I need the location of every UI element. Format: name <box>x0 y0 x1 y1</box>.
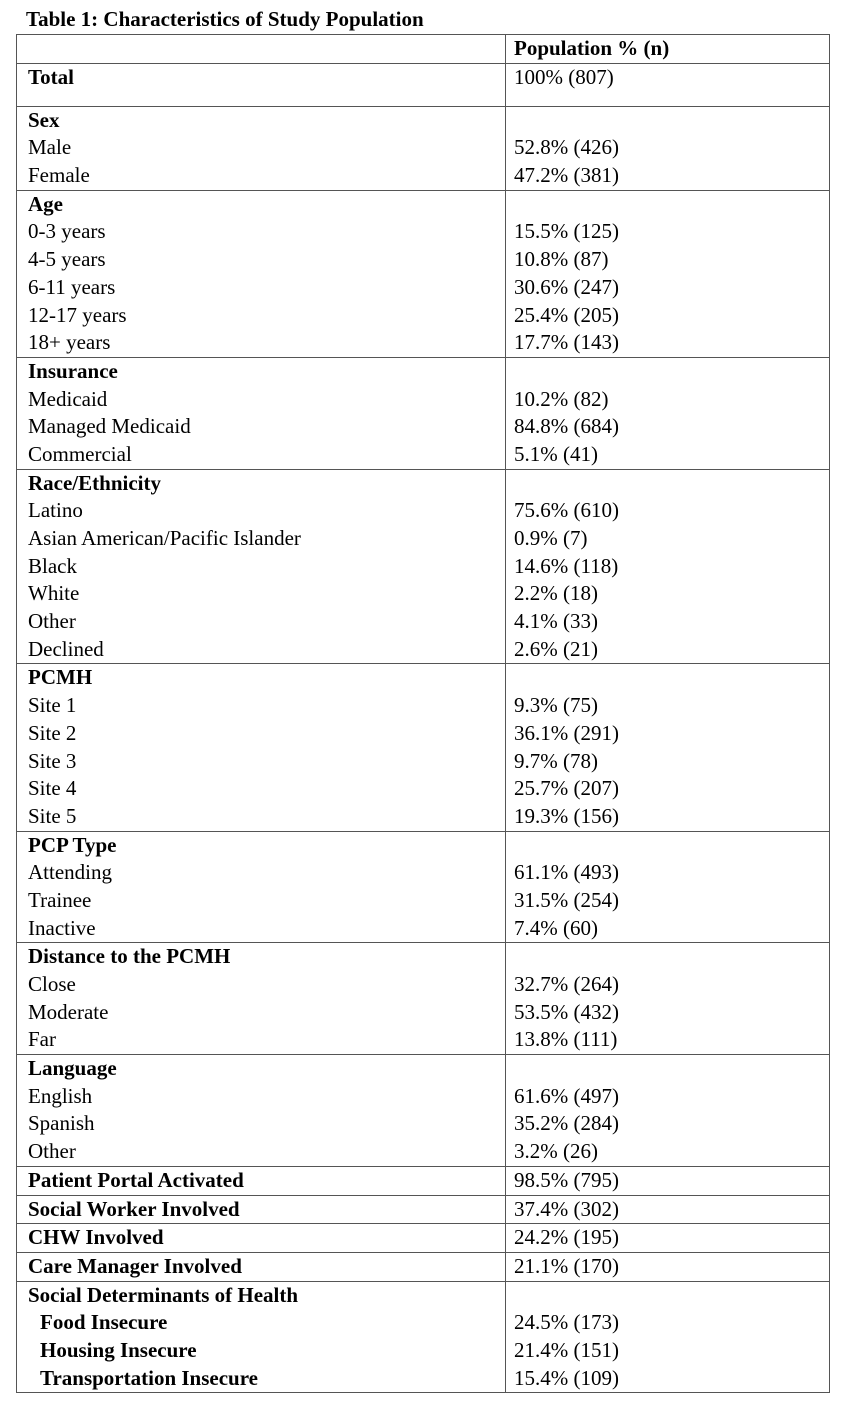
row-value: 24.5% (173) <box>514 1310 619 1335</box>
row-value: 2.2% (18) <box>514 581 598 606</box>
row-label: Site 4 <box>28 776 77 801</box>
group-pcp-type <box>17 831 829 943</box>
group-pcmh <box>17 663 829 830</box>
row-label: Site 1 <box>28 693 77 718</box>
row-value: 35.2% (284) <box>514 1111 619 1136</box>
row-label: CHW Involved <box>28 1225 164 1250</box>
group-heading: PCP Type <box>28 832 117 857</box>
characteristics-table <box>16 34 830 1393</box>
row-label: Male <box>28 135 72 160</box>
row-value: 61.6% (497) <box>514 1083 619 1108</box>
row-value: 15.5% (125) <box>514 219 619 244</box>
row-label: Far <box>28 1027 56 1052</box>
single-row <box>17 1195 829 1224</box>
row-value: 52.8% (426) <box>514 135 619 160</box>
group-social-determinants <box>17 1281 829 1393</box>
group-heading-spacer <box>514 107 829 135</box>
row-label: Inactive <box>28 915 96 940</box>
row-value: 53.5% (432) <box>514 999 619 1024</box>
row-value: 9.7% (78) <box>514 748 598 773</box>
row-label: Attending <box>28 860 112 885</box>
row-value: 47.2% (381) <box>514 163 619 188</box>
row-value: 2.6% (21) <box>514 636 598 661</box>
group-age <box>17 190 829 357</box>
row-label: Social Worker Involved <box>28 1196 240 1221</box>
group-sex <box>17 106 829 190</box>
group-heading-spacer <box>514 664 829 692</box>
row-label: Latino <box>28 498 83 523</box>
row-label: 4-5 years <box>28 247 106 272</box>
row-value: 15.4% (109) <box>514 1365 619 1390</box>
group-heading-spacer <box>514 832 829 860</box>
row-value: 3.2% (26) <box>514 1139 598 1164</box>
group-heading-spacer <box>514 943 829 971</box>
group-heading-spacer <box>514 358 829 386</box>
row-value: 4.1% (33) <box>514 609 598 634</box>
group-heading: Insurance <box>28 358 118 383</box>
row-value: 61.1% (493) <box>514 860 619 885</box>
group-heading: Race/Ethnicity <box>28 470 161 495</box>
row-label: Site 2 <box>28 720 77 745</box>
total-label: Total <box>28 64 74 89</box>
row-value: 7.4% (60) <box>514 915 598 940</box>
row-value: 21.4% (151) <box>514 1337 619 1362</box>
single-row <box>17 1223 829 1252</box>
group-heading: PCMH <box>28 665 93 690</box>
row-label: Declined <box>28 636 104 661</box>
row-value: 25.4% (205) <box>514 302 619 327</box>
group-heading: Social Determinants of Health <box>28 1282 299 1307</box>
row-value: 31.5% (254) <box>514 887 619 912</box>
row-label: Moderate <box>28 999 109 1024</box>
row-value: 14.6% (118) <box>514 553 619 578</box>
header-row <box>17 35 829 63</box>
row-value: 9.3% (75) <box>514 693 598 718</box>
group-heading-spacer <box>514 1055 829 1083</box>
row-label: White <box>28 581 80 606</box>
row-value: 32.7% (264) <box>514 972 619 996</box>
group-heading-spacer <box>514 1282 829 1310</box>
total-value: 100% (807) <box>514 64 614 89</box>
row-label: Transportation Insecure <box>40 1365 258 1390</box>
row-value: 98.5% (795) <box>514 1167 619 1192</box>
row-value: 21.1% (170) <box>514 1253 619 1278</box>
row-label: Close <box>28 972 76 996</box>
row-value: 25.7% (207) <box>514 776 619 801</box>
groups-container <box>17 106 829 1393</box>
single-row <box>17 1166 829 1195</box>
row-label: Trainee <box>28 887 92 912</box>
table-title: Table 1: Characteristics of Study Population <box>26 7 424 31</box>
row-label: Spanish <box>28 1111 95 1136</box>
row-label: English <box>28 1083 93 1108</box>
row-label: 18+ years <box>28 330 111 355</box>
group-insurance <box>17 357 829 469</box>
row-value: 19.3% (156) <box>514 803 619 828</box>
row-value: 84.8% (684) <box>514 414 619 439</box>
group-heading: Sex <box>28 107 60 132</box>
row-value: 17.7% (143) <box>514 330 619 355</box>
row-label: Black <box>28 553 77 578</box>
total-row <box>17 63 829 106</box>
row-value: 30.6% (247) <box>514 274 619 299</box>
group-heading: Language <box>28 1056 117 1081</box>
row-label: Other <box>28 1139 76 1164</box>
header-col1 <box>17 35 506 63</box>
row-value: 10.8% (87) <box>514 247 609 272</box>
group-heading: Distance to the PCMH <box>28 944 231 969</box>
row-value: 13.8% (111) <box>514 1027 618 1052</box>
single-row <box>17 1252 829 1281</box>
row-value: 10.2% (82) <box>514 386 609 411</box>
group-race-ethnicity <box>17 469 829 664</box>
row-label: Site 5 <box>28 803 77 828</box>
row-label: Food Insecure <box>40 1310 168 1335</box>
row-label: Housing Insecure <box>40 1337 197 1362</box>
row-value: 24.2% (195) <box>514 1225 619 1250</box>
row-value: 37.4% (302) <box>514 1196 619 1221</box>
row-label: Other <box>28 609 76 634</box>
row-label: Managed Medicaid <box>28 414 191 439</box>
row-label: Asian American/Pacific Islander <box>28 526 301 550</box>
row-value: 0.9% (7) <box>514 526 588 550</box>
group-distance-to-the-pcmh <box>17 942 829 1054</box>
row-label: Site 3 <box>28 748 77 773</box>
row-label: 12-17 years <box>28 302 127 327</box>
row-value: 36.1% (291) <box>514 720 619 745</box>
group-heading: Age <box>28 191 63 216</box>
row-label: Care Manager Involved <box>28 1253 242 1278</box>
row-label: Commercial <box>28 441 132 466</box>
row-label: Medicaid <box>28 386 108 411</box>
row-label: Patient Portal Activated <box>28 1167 244 1192</box>
row-label: 0-3 years <box>28 219 106 244</box>
group-heading-spacer <box>514 191 829 219</box>
group-language <box>17 1054 829 1166</box>
row-value: 75.6% (610) <box>514 498 619 523</box>
group-heading-spacer <box>514 470 829 498</box>
header-col2: Population % (n) <box>514 36 670 60</box>
row-value: 5.1% (41) <box>514 441 598 466</box>
row-label: Female <box>28 163 90 188</box>
row-label: 6-11 years <box>28 274 116 299</box>
